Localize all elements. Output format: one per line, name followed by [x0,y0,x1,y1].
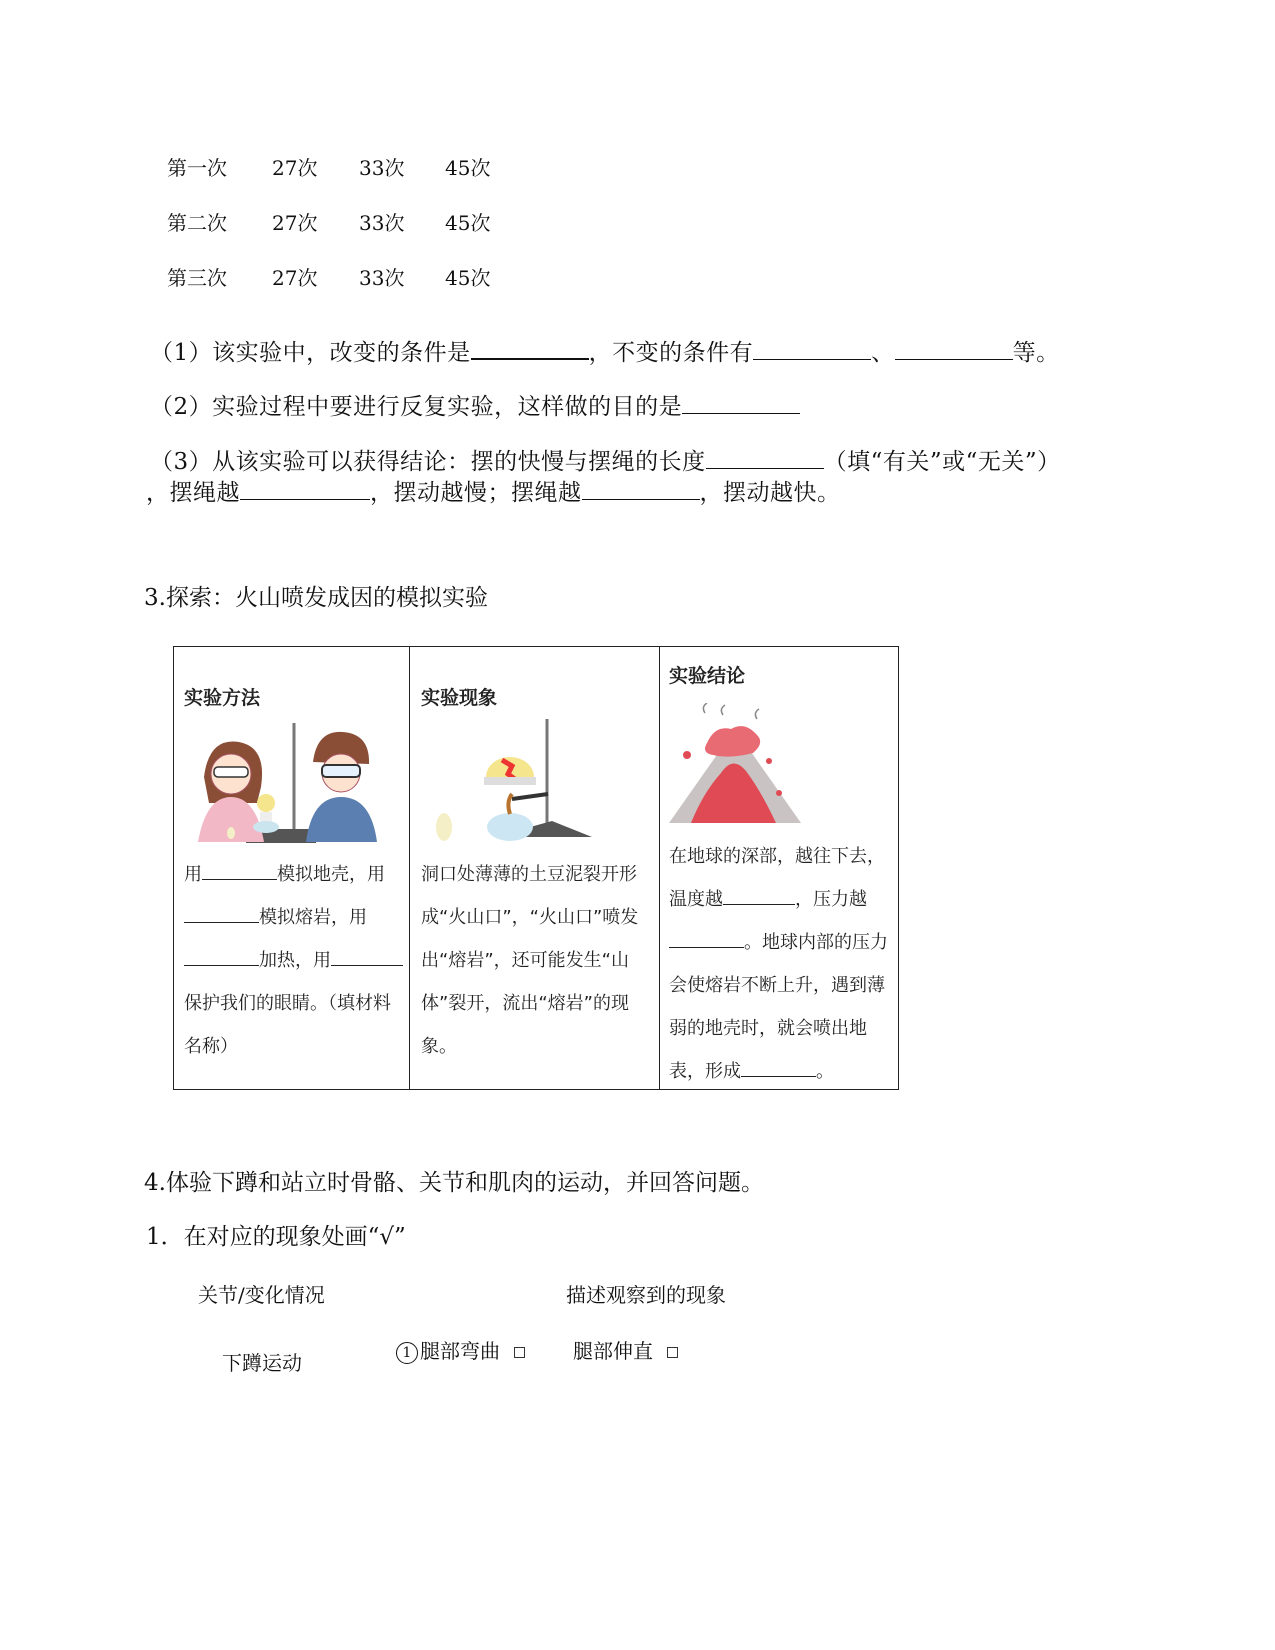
answer-blank[interactable] [582,477,700,500]
section-4-title: 4.体验下蹲和站立时骨骼、关节和肌肉的运动，并回答问题。 [144,1170,764,1196]
question-text: 等。 [1012,340,1060,366]
question-text: （3）从该实验可以获得结论：摆的快慢与摆绳的长度 [150,449,706,475]
section-4-subtitle: 1．在对应的现象处画“√” [146,1224,406,1250]
children-experiment-illustration [186,717,396,847]
answer-blank[interactable] [184,902,259,923]
conclusion-title: 实验结论 [669,665,746,687]
row-value: 27次 [272,211,318,235]
experiment-table [173,646,899,1090]
section-3-title: 3.探索：火山喷发成因的模拟实验 [144,585,488,611]
question-text: （填“有关”或“无关”） [823,449,1061,475]
row-value: 45次 [445,156,491,180]
row-label: 第三次 [167,266,227,290]
option-label: 腿部弯曲 [420,1339,500,1363]
column-header-phenomenon: 描述观察到的现象 [566,1283,726,1307]
answer-blank[interactable] [240,477,370,500]
method-title: 实验方法 [184,687,261,709]
conclusion-text-part: 在地球的深部，越往下去，温度越 [669,846,885,910]
conclusion-text-part: 。 [816,1061,834,1082]
checkbox[interactable] [514,1347,525,1358]
phenomenon-text: 洞口处薄薄的土豆泥裂开形成“火山口”，“火山口”喷发出“熔岩”，还可能发生“山体”裂开，流出“熔岩”的现象。 [421,864,639,1057]
option-leg-bent[interactable] [396,1335,525,1364]
answer-blank[interactable] [331,945,403,966]
method-text [184,853,404,1068]
table-divider [659,647,660,1089]
answer-blank[interactable] [471,336,589,360]
phenomenon-title: 实验现象 [421,687,498,709]
method-text-part: 加热，用 [259,950,331,971]
question-3 [150,443,1061,476]
checkbox[interactable] [667,1347,678,1358]
conclusion-text [669,835,894,1093]
question-text: ，不变的条件有 [588,340,754,366]
row-value: 33次 [359,211,405,235]
answer-blank[interactable] [682,391,800,414]
question-2 [150,388,800,421]
question-text: （1）该实验中，改变的条件是 [150,340,471,366]
method-text-part: 保护我们的眼睛。（填材料名称） [184,993,391,1057]
question-1 [150,334,1060,367]
answer-blank[interactable] [202,859,277,880]
row-value: 45次 [445,266,491,290]
row-value: 33次 [359,156,405,180]
column-header-joint: 关节/变化情况 [198,1283,325,1307]
table-divider [409,647,410,1089]
row-value: 45次 [445,211,491,235]
question-text: 、 [871,340,895,366]
question-text: ，摆动越快。 [699,480,841,506]
row-label: 第二次 [167,211,227,235]
row-value: 33次 [359,266,405,290]
row-value: 27次 [272,266,318,290]
conclusion-text-part: 。地球内部的压力会使熔岩不断上升，遇到薄弱的地壳时，就会喷出地表，形成 [669,932,888,1082]
question-text: （2）实验过程中要进行反复实验，这样做的目的是 [150,394,683,420]
answer-blank[interactable] [669,927,744,948]
option-label: 腿部伸直 [573,1339,653,1363]
volcano-illustration [669,703,801,833]
method-text-part: 用 [184,864,202,885]
option-leg-straight[interactable] [573,1335,678,1364]
answer-blank[interactable] [753,337,871,360]
question-3-line-2 [146,474,841,507]
answer-blank[interactable] [184,945,259,966]
method-text-part: 模拟熔岩，用 [259,907,367,928]
answer-blank[interactable] [895,337,1013,360]
conclusion-text-part: ，压力越 [795,889,867,910]
answer-blank[interactable] [741,1056,816,1077]
question-text: ，摆绳越 [146,480,240,506]
number-circle: 1 [396,1342,418,1364]
method-text-part: 模拟地壳，用 [277,864,385,885]
row-label: 第一次 [167,156,227,180]
answer-blank[interactable] [723,884,795,905]
question-text: ，摆动越慢；摆绳越 [370,480,582,506]
row-value: 27次 [272,156,318,180]
apparatus-illustration [432,717,597,847]
row-label-squat: 下蹲运动 [222,1351,302,1375]
answer-blank[interactable] [706,446,824,469]
